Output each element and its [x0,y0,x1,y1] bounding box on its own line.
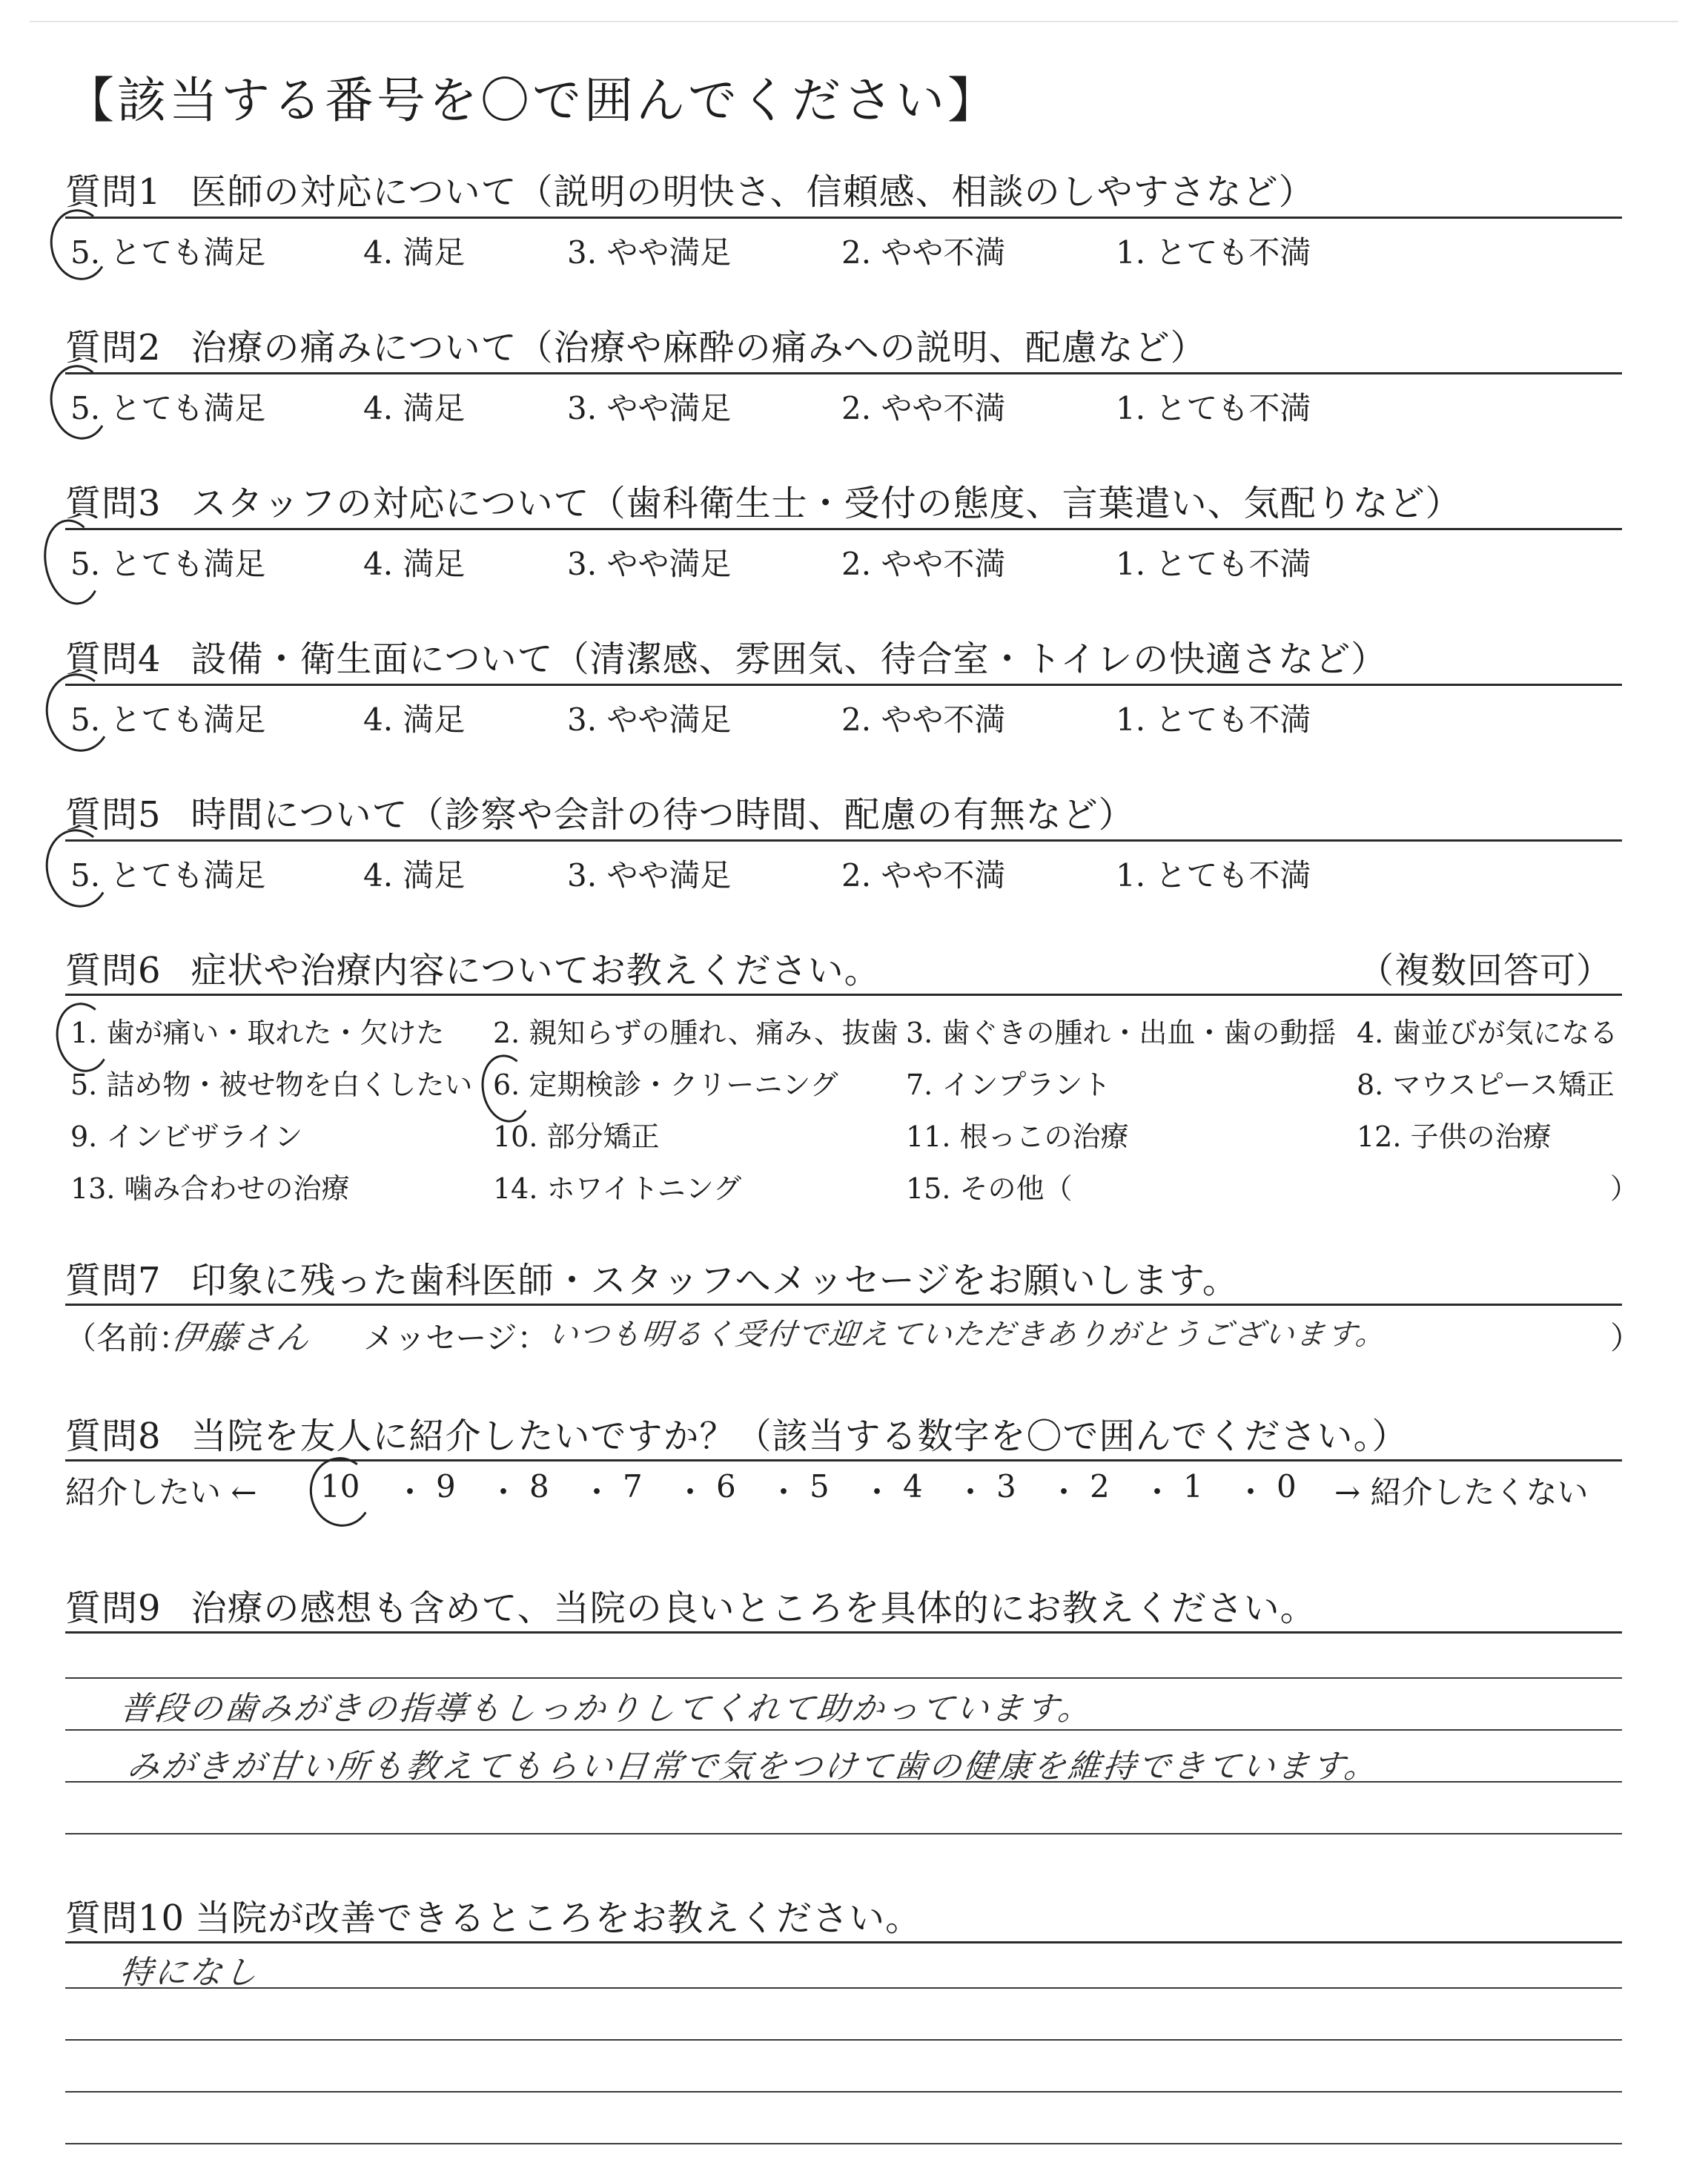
q4-option-3[interactable]: 3. やや満足 [567,701,732,738]
question-text: スタッフの対応について（歯科衛生士・受付の態度、言葉遣い、気配りなど） [191,483,1462,524]
handwritten-improvement-answer[interactable]: 特になし [117,1954,262,1992]
q5-option-2[interactable]: 2. やや不満 [841,857,1006,894]
answer-line [65,1677,1622,1679]
question-text: 当院を友人に紹介したいですか？（該当する数字を〇で囲んでください。） [191,1416,1409,1457]
q6-option-11[interactable]: 11. 根っこの治療 [906,1120,1129,1153]
q5-option-3[interactable]: 3. やや満足 [567,857,732,894]
q6-option-7[interactable]: 7. インプラント [906,1069,1111,1101]
scale-dot: ・ [768,1474,800,1510]
question-number: 質問5 [65,794,162,836]
scale-dot: ・ [581,1474,613,1510]
scale-6[interactable]: 6 [716,1468,736,1505]
q1-option-1[interactable]: 1. とても不満 [1116,234,1311,271]
scale-5[interactable]: 5 [810,1468,830,1505]
q3-option-2[interactable]: 2. やや不満 [841,546,1006,582]
q1-option-5[interactable]: 5. とても満足 [70,234,266,271]
q6-option-12[interactable]: 12. 子供の治療 [1357,1120,1552,1153]
q6-option-5[interactable]: 5. 詰め物・被せ物を白くしたい [70,1069,473,1101]
question-1-rule [65,217,1622,219]
q4-option-1[interactable]: 1. とても不満 [1116,701,1311,738]
scale-0[interactable]: 0 [1277,1468,1297,1505]
question-6-rule [65,994,1622,996]
question-4-title [65,630,1387,681]
multiple-answers-note: （複数回答可） [1358,950,1613,991]
q3-option-3[interactable]: 3. やや満足 [567,546,732,582]
question-number: 質問3 [65,483,162,524]
question-7-rule [65,1304,1622,1306]
q6-option-6[interactable]: 6. 定期検診・クリーニング [493,1069,838,1101]
question-text: 印象に残った歯科医師・スタッフへメッセージをお願いします。 [191,1260,1239,1301]
question-number: 質問6 [65,950,162,991]
handwritten-name[interactable]: 伊藤さん [169,1319,314,1357]
scale-dot: ・ [394,1474,426,1510]
q2-option-1[interactable]: 1. とても不満 [1116,390,1311,426]
q1-option-3[interactable]: 3. やや満足 [567,234,732,271]
message-close-paren: ） [1610,1320,1642,1356]
question-7-title [65,1252,1239,1303]
scale-dot: ・ [955,1474,987,1510]
q1-option-4[interactable]: 4. 満足 [363,234,466,271]
scale-dot: ・ [1142,1474,1174,1510]
answer-circle [304,1452,377,1531]
answer-line [65,2143,1622,2144]
q2-option-5[interactable]: 5. とても満足 [70,390,266,426]
question-3-title [65,475,1462,526]
q6-option-2[interactable]: 2. 親知らずの腫れ、痛み、抜歯 [493,1017,898,1049]
question-number: 質問8 [65,1416,162,1457]
q3-option-4[interactable]: 4. 満足 [363,546,466,582]
scale-dot: ・ [861,1474,893,1510]
q6-option-14[interactable]: 14. ホワイトニング [493,1172,742,1205]
q6-option-3[interactable]: 3. 歯ぐきの腫れ・出血・歯の動揺 [906,1017,1337,1049]
name-label: （名前： [65,1320,191,1356]
handwritten-answer-line-2[interactable]: みがきが甘い所も教えてもらい日常で気をつけて歯の健康を維持できています。 [125,1748,1381,1786]
question-6-title [65,942,881,993]
q3-option-5[interactable]: 5. とても満足 [70,546,266,582]
other-close-paren: ） [1610,1172,1639,1205]
scale-9[interactable]: 9 [436,1468,456,1505]
q3-option-1[interactable]: 1. とても不満 [1116,546,1311,582]
scale-4[interactable]: 4 [903,1468,923,1505]
q6-option-4[interactable]: 4. 歯並びが気になる [1357,1017,1618,1049]
recommend-right-label: → 紹介したくない [1334,1474,1589,1510]
answer-line [65,1729,1622,1731]
q6-option-10[interactable]: 10. 部分矯正 [493,1120,660,1153]
question-10-title [65,1889,921,1941]
q2-option-2[interactable]: 2. やや不満 [841,390,1006,426]
scale-2[interactable]: 2 [1090,1468,1110,1505]
scale-7[interactable]: 7 [623,1468,643,1505]
question-1-title [65,163,1315,214]
q6-option-15[interactable]: 15. その他（ [906,1172,1073,1205]
question-number: 質問2 [65,327,162,369]
scale-dot: ・ [1235,1474,1267,1510]
scale-3[interactable]: 3 [996,1468,1016,1505]
question-3-rule [65,528,1622,530]
scale-1[interactable]: 1 [1183,1468,1203,1505]
q4-option-2[interactable]: 2. やや不満 [841,701,1006,738]
question-8-title [65,1407,1409,1459]
handwritten-message[interactable]: いつも明るく受付で迎えていただきありがとうございます。 [546,1318,1388,1352]
answer-line [65,1833,1622,1834]
scale-dot: ・ [488,1474,520,1510]
question-text: 治療の感想も含めて、当院の良いところを具体的にお教えください。 [191,1588,1317,1629]
answer-line [65,1987,1622,1989]
scale-10[interactable]: 10 [320,1468,360,1505]
answer-line [65,2091,1622,2093]
question-text: 当院が改善できるところをお教えください。 [195,1898,922,1939]
question-text: 時間について（診察や会計の待つ時間、配慮の有無など） [191,794,1135,836]
question-number: 質問7 [65,1260,162,1301]
question-5-rule [65,839,1622,842]
answer-line [65,2039,1622,2041]
message-label: メッセージ： [363,1320,549,1356]
q5-option-4[interactable]: 4. 満足 [363,857,466,894]
q1-option-2[interactable]: 2. やや不満 [841,234,1006,271]
question-9-title [65,1579,1317,1631]
q6-option-9[interactable]: 9. インビザライン [70,1120,303,1153]
question-9-rule [65,1631,1622,1634]
scan-edge [30,21,1678,22]
q5-option-1[interactable]: 1. とても不満 [1116,857,1311,894]
question-4-rule [65,684,1622,686]
q4-option-4[interactable]: 4. 満足 [363,701,466,738]
q6-option-8[interactable]: 8. マウスピース矯正 [1357,1069,1615,1101]
question-8-rule [65,1459,1622,1462]
q2-option-3[interactable]: 3. やや満足 [567,390,732,426]
question-text: 治療の痛みについて（治療や麻酔の痛みへの説明、配慮など） [191,327,1207,369]
handwritten-answer-line-1[interactable]: 普段の歯みがきの指導もしっかりしてくれて助かっています。 [117,1690,1095,1728]
recommend-left-label: 紹介したい ← [65,1474,257,1510]
q4-option-5[interactable]: 5. とても満足 [70,701,266,738]
answer-circle [39,824,116,912]
question-number: 質問4 [65,638,162,680]
question-number: 質問9 [65,1588,162,1629]
question-number: 質問10 [65,1898,185,1939]
q5-option-5[interactable]: 5. とても満足 [70,857,266,894]
q2-option-4[interactable]: 4. 満足 [363,390,466,426]
q6-option-13[interactable]: 13. 噛み合わせの治療 [70,1172,350,1205]
instruction-heading: 【該当する番号を〇で囲んでください】 [65,72,999,129]
question-5-title [65,786,1135,837]
scale-dot: ・ [675,1474,706,1510]
scale-dot: ・ [1048,1474,1080,1510]
question-number: 質問1 [65,171,162,213]
question-text: 医師の対応について（説明の明快さ、信頼感、相談のしやすさなど） [191,171,1315,213]
question-2-rule [65,372,1622,374]
answer-circle [39,668,117,757]
q6-option-1[interactable]: 1. 歯が痛い・取れた・欠けた [70,1017,445,1049]
question-text: 症状や治療内容についてお教えください。 [191,950,881,991]
question-text: 設備・衛生面について（清潔感、雰囲気、待合室・トイレの快適さなど） [191,638,1388,680]
question-2-title [65,319,1207,370]
question-10-rule [65,1941,1622,1943]
scale-8[interactable]: 8 [529,1468,549,1505]
